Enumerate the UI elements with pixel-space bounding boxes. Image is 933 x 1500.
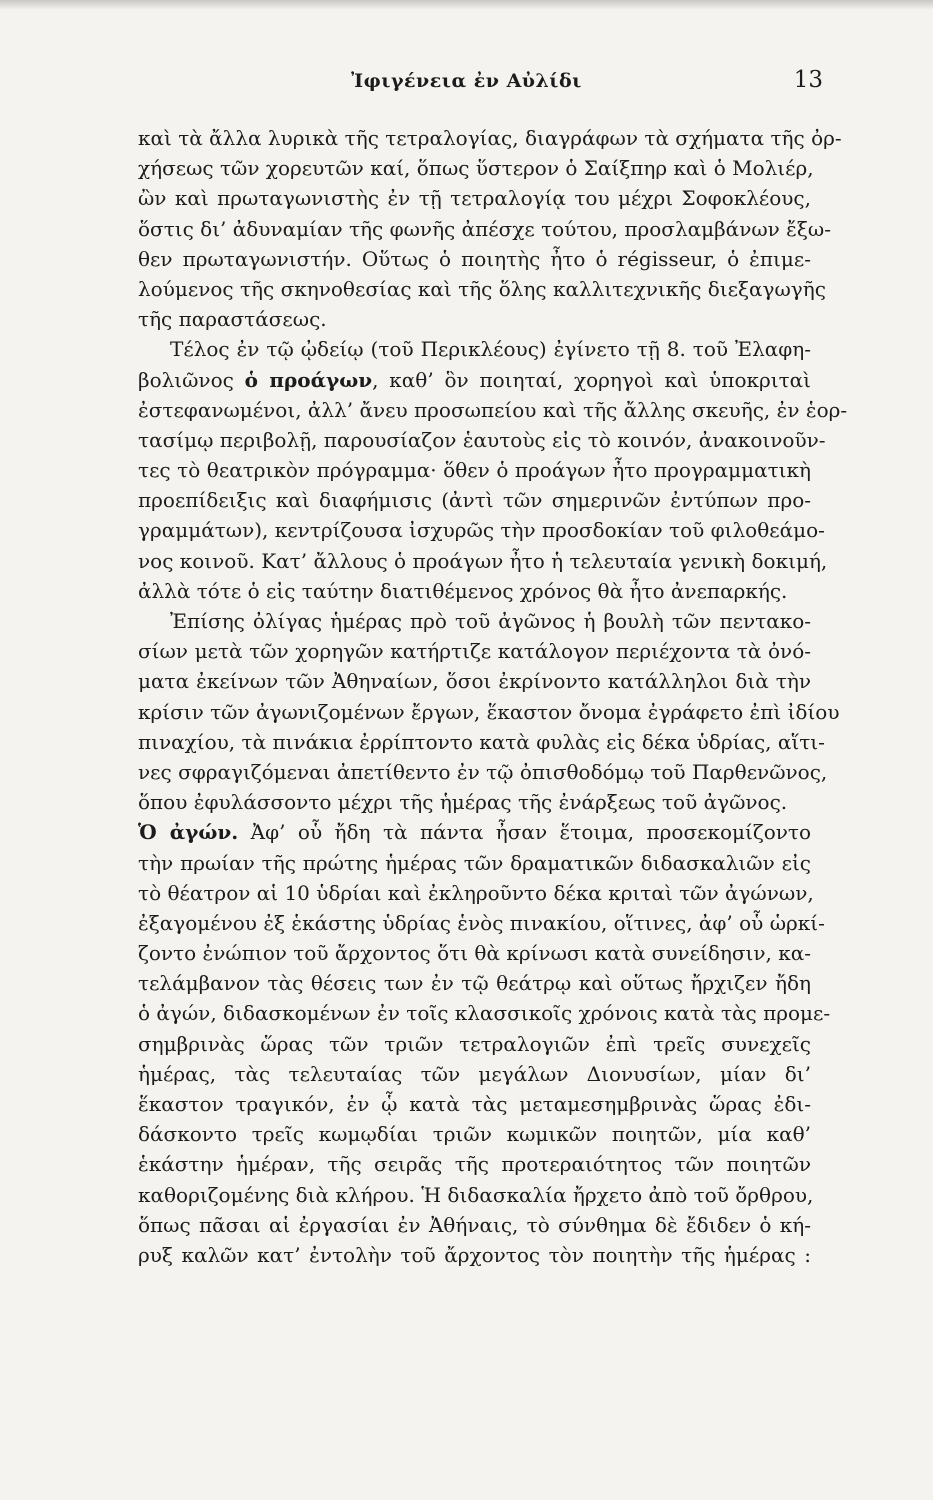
text-line: ἐστεφανωμένοι, ἀλλ’ ἄνευ προσωπείου καὶ τῆς ἄλλης σκευῆς, ἐν ἑορ- [138, 397, 848, 422]
text-line: ὅπου ἐφυλάσσοντο μέχρι τῆς ἡμέρας τῆς ἐνάρξεως τοῦ ἀγῶνος. [138, 790, 788, 815]
page-top-edge [0, 0, 933, 10]
text-line: κρίσιν τῶν ἀγωνιζομένων ἔργων, ἕκαστον ὄνομα ἐγράφετο ἐπὶ ἰδίου [138, 699, 840, 724]
text-line: ἡμέρας, τὰς τελευταίας τῶν μεγάλων Διονυσίων, μίαν δι’ [138, 1061, 811, 1086]
page-header [0, 67, 933, 100]
text-line: ἀλλὰ τότε ὁ εἰς ταύτην διατιθέμενος χρόνος θὰ ἦτο ἀνεπαρκής. [138, 578, 788, 603]
text-line: τασίμῳ περιβολῇ, παρουσίαζον ἑαυτοὺς εἰς τὸ κοινόν, ἀνακοινοῦν- [138, 427, 826, 452]
text-segment: Ἀφ’ οὗ ἤδη τὰ πάντα ἦσαν ἕτοιμα, προσεκομίζοντο [238, 820, 811, 845]
text-line: ἐξαγομένου ἐξ ἑκάστης ὑδρίας ἑνὸς πινακίου, οἵτινες, ἀφ’ οὗ ὡρκί- [138, 910, 825, 935]
text-line: νος κοινοῦ. Κατ’ ἄλλους ὁ προάγων ἦτο ἡ τελευταία γενικὴ δοκιμή, [138, 548, 828, 573]
text-line: τὸ θέατρον αἱ 10 ὑδρίαι καὶ ἐκληροῦντο δέκα κριταὶ τῶν ἀγώνων, [138, 880, 814, 905]
text-line: ὅστις δι’ ἀδυναμίαν τῆς φωνῆς ἀπέσχε τούτου, προσλαμβάνων ἔξω- [138, 216, 831, 241]
text-line: σίων μετὰ τῶν χορηγῶν κατήρτιζε κατάλογον περιέχοντα τὰ ὀνό- [138, 639, 811, 664]
bold-term: Ὁ ἀγών. [138, 820, 239, 845]
text-line: ὅπως πᾶσαι αἱ ἐργασίαι ἐν Ἀθήναις, τὸ σύνθημα δὲ ἔδιδεν ὁ κή- [138, 1212, 811, 1237]
text-line: πιναχίου, τὰ πινάκια ἐρρίπτοντο κατὰ φυλὰς εἰς δέκα ὑδρίας, αἵτι- [138, 729, 825, 754]
text-line: Ἐπίσης ὀλίγας ἡμέρας πρὸ τοῦ ἀγῶνος ἡ βουλὴ τῶν πεντακο- [170, 609, 811, 633]
text-line: ματα ἐκείνων τῶν Ἀθηναίων, ὅσοι ἐκρίνοντο κατάλληλοι διὰ τὴν [138, 669, 811, 694]
text-line: χήσεως τῶν χορευτῶν καί, ὅπως ὕστερον ὁ Σαίξπηρ καὶ ὁ Μολιέρ, [138, 156, 814, 181]
text-segment: βολιῶνος [138, 367, 245, 392]
text-line: δάσκοντο τρεῖς κωμῳδίαι τριῶν κωμικῶν ποιητῶν, μία καθ’ [138, 1122, 811, 1147]
text-line: ὁ ἀγών, διδασκομένων ἐν τοῖς κλασσικοῖς χρόνοις κατὰ τὰς προμε- [138, 1001, 831, 1026]
text-line: τὴν πρωίαν τῆς πρώτης ἡμέρας τῶν δραματικῶν διδασκαλιῶν εἰς [138, 850, 811, 875]
body-text [138, 123, 848, 1270]
text-line: τελάμβανον τὰς θέσεις των ἐν τῷ θεάτρῳ καὶ οὕτως ἤρχιζεν ἤδη [138, 971, 811, 996]
text-line: τῆς παραστάσεως. [138, 307, 327, 332]
running-title: Ἰφιγένεια ἐν Αὐλίδι [351, 70, 582, 92]
text-line: γραμμάτων), κεντρίζουσα ἰσχυρῶς τὴν προσδοκίαν τοῦ φιλοθεάμο- [138, 518, 825, 543]
text-line: νες σφραγιζόμεναι ἀπετίθεντο ἐν τῷ ὀπισθοδόμῳ τοῦ Παρθενῶνος, [138, 759, 828, 784]
text-line: ἑκάστην ἡμέραν, τῆς σειρᾶς τῆς προτεραιότητος τῶν ποιητῶν [138, 1152, 811, 1177]
text-line: καὶ τὰ ἄλλα λυρικὰ τῆς τετραλογίας, διαγράφων τὰ σχήματα τῆς ὀρ- [138, 126, 842, 150]
text-line: λούμενος τῆς σκηνοθεσίας καὶ τῆς ὅλης καλλιτεχνικῆς διεξαγωγῆς [138, 276, 826, 301]
bold-term: ὁ προάγων [244, 367, 373, 392]
page-number: 13 [793, 67, 823, 93]
text-line: τες τὸ θεατρικὸν πρόγραμμα· ὅθεν ὁ προάγων ἦτο προγραμματικὴ [138, 458, 811, 483]
text-line: σημβρινὰς ὥρας τῶν τριῶν τετραλογιῶν ἐπὶ τρεῖς συνεχεῖς [138, 1031, 811, 1056]
text-segment: , καθ’ ὃν ποιηταί, χορηγοὶ καὶ ὑποκριταὶ [372, 367, 811, 392]
text-line: θεν πρωταγωνιστήν. Οὕτως ὁ ποιητὴς ἦτο ὁ régisseur, ὁ ἐπιμε- [138, 246, 811, 271]
text-line: προεπίδειξις καὶ διαφήμισις (ἀντὶ τῶν σημερινῶν ἐντύπων προ- [138, 488, 811, 513]
text-line: ὢν καὶ πρωταγωνιστὴς ἐν τῇ τετραλογίᾳ του μέχρι Σοφοκλέους, [138, 186, 811, 211]
text-line [138, 817, 811, 847]
text-line: καθοριζομένης διὰ κλήρου. Ἡ διδασκαλία ἤρχετο ἀπὸ τοῦ ὄρθρου, [138, 1182, 814, 1207]
text-line: ζοντο ἐνώπιον τοῦ ἄρχοντος ὅτι θὰ κρίνωσι κατὰ συνείδησιν, κα- [138, 941, 811, 966]
text-line: ρυξ καλῶν κατ’ ἐντολὴν τοῦ ἄρχοντος τὸν ποιητὴν τῆς ἡμέρας : [138, 1242, 811, 1267]
text-line: ἕκαστον τραγικόν, ἐν ᾧ κατὰ τὰς μεταμεσημβρινὰς ὥρας ἐδι- [138, 1092, 811, 1116]
text-line: Τέλος ἐν τῷ ᾠδείῳ (τοῦ Περικλέους) ἐγίνετο τῇ 8. τοῦ Ἐλαφη- [170, 337, 811, 362]
text-line [138, 365, 811, 395]
